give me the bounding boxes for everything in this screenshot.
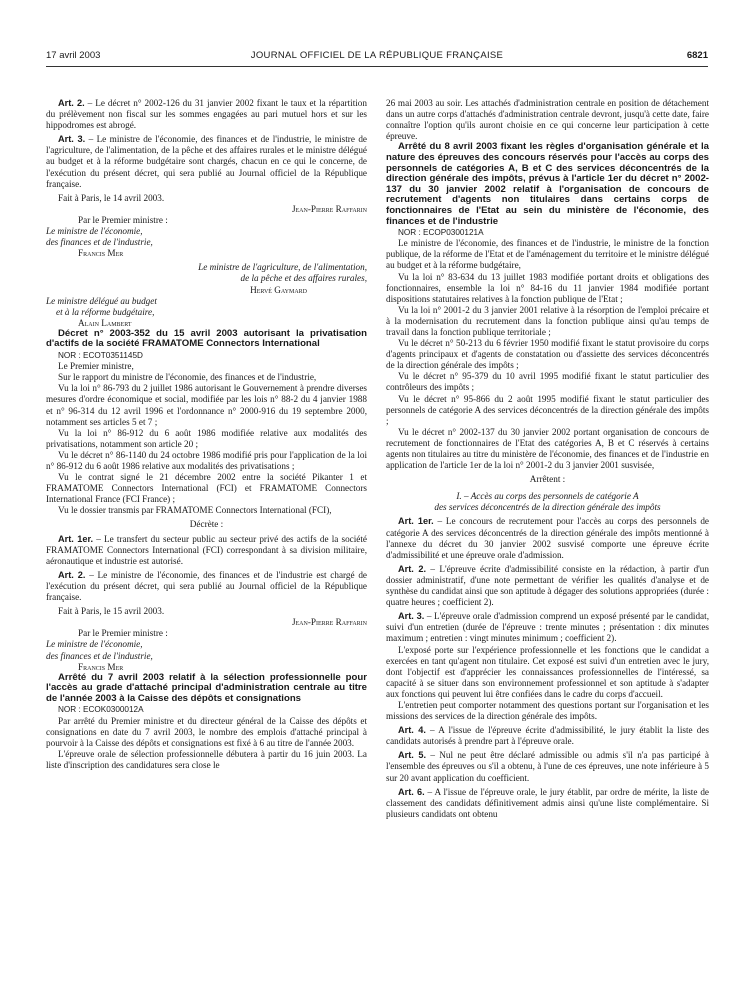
paragraph: Vu le contrat signé le 21 décembre 2002 entre la société Pikanter 1 et FRAMATOME Connectors International (FCI) et FRAMATOME Connectors International France (FCI France) ;	[46, 472, 367, 505]
signature-name: Francis Mer	[78, 248, 124, 259]
signature-line: de la pêche et des affaires rurales,	[240, 273, 367, 284]
article-text: – Le transfert du secteur public au secteur privé des actifs de la société FRAMATOME Connectors International (FCI) correspondant à sa division militaire, aéronautique et industrie est autorisé.	[46, 533, 368, 566]
nor-reference: NOR : ECOT0351145D	[58, 351, 143, 361]
article-label: Art. 1er.	[398, 516, 434, 527]
article-text: – Nul ne peut être déclaré admissible ou admis s'il n'a pas participé à l'ensemble des épreuves ou s'il a obtenu, à l'une de ces épreuves, une note inférieure à 5 sur 20 avant application du coefficient.	[386, 750, 709, 783]
paragraph: Vu le décret n° 50-213 du 6 février 1950 modifié fixant le statut provisoire du corps d'agents principaux et d'agents de constatation ou d'assiette des services déconcentrés de la direction générale des impôts ;	[386, 338, 709, 371]
article-label: Art. 2.	[398, 563, 427, 574]
nor-reference: NOR : ECOK0300012A	[58, 705, 144, 715]
paragraph: Vu la loi n° 83-634 du 13 juillet 1983 modifiée portant droits et obligations des fonctionnaires, ensemble la loi n° 84-16 du 11 janvier 1984 modifiée portant dispositions statutaires relatives à la fonction publique de l'Etat ;	[386, 271, 709, 304]
article-text: – Le décret n° 2002-126 du 31 janvier 2002 fixant le taux et la répartition du prélèvement non fiscal sur les sommes engagées au pari mutuel hors et sur les hippodromes est abrogé.	[46, 98, 367, 131]
signature-line: Le ministre de l'économie,	[46, 226, 143, 237]
article-label: Art. 1er.	[58, 533, 94, 544]
paragraph	[386, 564, 709, 608]
signature-line: Par le Premier ministre :	[78, 628, 168, 639]
article-text: – L'épreuve écrite d'admissibilité consiste en la rédaction, à partir d'un dossier administratif, d'une note permettant de vérifier les qualités d'analyse et de synthèse du candidat ainsi que son aptitude à dégager des solutions appropriées (durée : quatre heures ; coefficient 2).	[386, 563, 709, 608]
arrete-title: Arrêté du 8 avril 2003 fixant les règles d'organisation générale et la nature des épreuves des concours réservés pour l'accès au corps des personnels de catégories A, B et C des services déconcentrés de la direction générale des impôts, prévus à l'article 1er du décret n° 2002-137 du 30 janvier 2002 relatif à l'organisation de concours de recrutement d'agents non titulaires dans certains corps de fonctionnaires de l'Etat au sein du ministère de l'économie, des finances et de l'industrie	[386, 141, 709, 227]
paragraph: L'exposé porte sur l'expérience professionnelle et les fonctions que le candidat a exercées en tant qu'agent non titulaire. Cet exposé est suivi d'un entretien avec le jury, dont l'objectif est d'apprécier les connaissances professionnelles de l'intéressé, sa capacité à se situer dans son environnement professionnel et son aptitude à s'adapter aux fonctions qui peuvent lui être confiées dans le cadre du corps d'accueil.	[386, 644, 709, 699]
signature-line: Par le Premier ministre :	[78, 214, 168, 225]
signature-name: Jean-Pierre Raffarin	[291, 617, 367, 628]
article-label: Art. 3.	[58, 134, 86, 145]
article-label: Art. 4.	[398, 725, 426, 736]
article-text: – L'épreuve orale d'admission comprend un exposé présenté par le candidat, suivi d'un entretien (durée de l'épreuve : trente minutes ; présentation : dix minutes maximum ; entretien : vingt minutes minimum ; coefficient 2).	[386, 611, 709, 644]
signature-line: des finances et de l'industrie,	[46, 237, 153, 248]
paragraph: Vu le décret n° 86-1140 du 24 octobre 1986 modifié pris pour l'application de la loi n° 86-912 du 6 août 1986 relative aux modalités des privatisations ;	[46, 449, 367, 471]
fait-date: Fait à Paris, le 15 avril 2003.	[58, 606, 165, 617]
paragraph: Vu la loi n° 86-793 du 2 juillet 1986 autorisant le Gouvernement à prendre diverses mesures d'ordre économique et social, modifiée par les lois n° 88-2 du 4 janvier 1988 et n° 96-314 du 12 avril 1996 et l'ordonnance n° 2000-916 du 19 septembre 2000, notamment ses articles 5 et 7 ;	[46, 383, 367, 427]
paragraph: Vu le décret n° 95-866 du 2 août 1995 modifié fixant le statut particulier des personnels de catégorie A des services déconcentrés de la direction générale des impôts ;	[386, 393, 709, 426]
paragraph: Vu le décret n° 95-379 du 10 avril 1995 modifié fixant le statut particulier des contrôleurs des impôts ;	[386, 371, 709, 393]
paragraph: Le ministre de l'économie, des finances et de l'industrie, le ministre de la fonction publique, de la réforme de l'Etat et de l'aménagement du territoire et le ministre délégué au budget et à la réforme budgétaire,	[386, 238, 709, 271]
header-page-number: 6821	[686, 50, 708, 61]
decrete-heading: Décrète :	[189, 519, 224, 530]
fait-date: Fait à Paris, le 14 avril 2003.	[58, 192, 165, 203]
arrete-title: Arrêté du 7 avril 2003 relatif à la sélection professionnelle pour l'accès au grade d'attaché principal d'administration centrale au titre de l'année 2003 à la Caisse des dépôts et consignations	[46, 671, 367, 704]
paragraph: Vu la loi n° 86-912 du 6 août 1986 modifiée relative aux modalités des privatisations, notamment son article 20 ;	[46, 427, 367, 449]
header-rule	[46, 66, 708, 67]
paragraph: Vu le dossier transmis par FRAMATOME Connectors International (FCI),	[58, 505, 332, 516]
paragraph	[46, 134, 367, 189]
signature-name: Alain Lambert	[78, 317, 132, 328]
article-text: – A l'issue de l'épreuve écrite d'admissibilité, le jury établit la liste des candidats autorisés à prendre part à l'épreuve orale.	[386, 725, 709, 747]
article-label: Art. 2.	[58, 98, 85, 108]
article-text: – Le ministre de l'économie, des finances et de l'industrie est chargé de l'exécution du présent décret, qui sera publié au Journal officiel de la République française.	[46, 569, 367, 603]
article-label: Art. 5.	[398, 750, 427, 761]
paragraph: Vu le décret n° 2002-137 du 30 janvier 2002 portant organisation de concours de recrutement de fonctionnaires de l'Etat des catégories A, B et C réservés à certains agents non titulaires au titre du ministère de l'économie, des finances et de l'industrie en application de l'article 1er de la loi n° 2001-2 du 3 janvier 2001 susvisée,	[386, 426, 709, 471]
section-heading: I. – Accès au corps des personnels de catégorie A	[456, 491, 639, 502]
paragraph	[46, 534, 367, 567]
article-label: Art. 6.	[398, 786, 425, 797]
paragraph: Sur le rapport du ministre de l'économie, des finances et de l'industrie,	[58, 372, 317, 383]
nor-reference: NOR : ECOP0300121A	[398, 228, 484, 238]
paragraph	[46, 570, 367, 603]
signature-line: Le ministre de l'agriculture, de l'alimentation,	[198, 262, 367, 273]
article-text: – A l'issue de l'épreuve orale, le jury établit, par ordre de mérite, la liste de classement des candidats définitivement admis ainsi qu'une liste complémentaire. Si plusieurs candidats ont obtenu	[386, 786, 709, 819]
section-heading: des services déconcentrés de la direction générale des impôts	[434, 502, 661, 513]
paragraph	[46, 98, 367, 131]
signature-name: Francis Mer	[78, 661, 124, 672]
signature-line: Le ministre de l'économie,	[46, 639, 143, 650]
right-column	[386, 98, 709, 820]
paragraph: Par arrêté du Premier ministre et du directeur général de la Caisse des dépôts et consignations en date du 7 avril 2003, le nombre des emplois d'attaché principal à pourvoir à la Caisse des dépôts et consignations est fixé à 6 au titre de l'année 2003.	[46, 715, 367, 748]
paragraph	[386, 750, 709, 783]
signature-line: Le ministre délégué au budget	[46, 295, 157, 306]
paragraph	[386, 725, 709, 747]
signature-name: Jean-Pierre Raffarin	[291, 203, 367, 214]
decree-title: Décret n° 2003-352 du 15 avril 2003 autorisant la privatisation d'actifs de la société FRAMATOME Connectors International	[46, 327, 367, 350]
article-text: – Le ministre de l'économie, des finances et de l'industrie, le ministre de l'agriculture, de l'alimentation, de la pêche et des affaires rurales et le ministre délégué au budget et à la réforme budgétaire sont chargés, chacun en ce qui le concerne, de l'exécution du présent décret, qui sera publié au Journal officiel de la République française.	[46, 134, 367, 189]
signature-line: des finances et de l'industrie,	[46, 650, 153, 661]
paragraph: Le Premier ministre,	[58, 361, 134, 372]
paragraph	[386, 787, 709, 820]
left-column	[46, 98, 367, 771]
signature-line: et à la réforme budgétaire,	[56, 306, 155, 317]
paragraph	[386, 516, 709, 560]
article-text: – Le concours de recrutement pour l'accès au corps des personnels de catégorie A des services déconcentrés de la direction générale des impôts mentionné à l'annexe du décret du 30 janvier 2002 susvisé comporte une épreuve écrite d'admissibilité et une épreuve orale d'admission.	[386, 516, 709, 560]
arretent-heading: Arrêtent :	[529, 474, 566, 485]
paragraph: L'entretien peut comporter notamment des questions portant sur l'organisation et les missions des services de la direction générale des impôts.	[386, 699, 709, 722]
paragraph: L'épreuve orale de sélection professionnelle débutera à partir du 16 juin 2003. La liste d'inscription des candidatures sera close le	[46, 748, 367, 770]
article-label: Art. 2.	[58, 569, 86, 580]
header-journal-title: JOURNAL OFFICIEL DE LA RÉPUBLIQUE FRANÇAISE	[250, 50, 504, 61]
paragraph: 26 mai 2003 au soir. Les attachés d'administration centrale en position de détachement dans un autre corps d'attachés d'administration centrale devront, jusqu'à cette date, faire connaître l'option qu'ils auront choisie en ce qui concerne leur participation à cette épreuve.	[386, 98, 709, 142]
paragraph: Vu la loi n° 2001-2 du 3 janvier 2001 relative à la résorption de l'emploi précaire et à la modernisation du recrutement dans la fonction publique ainsi qu'au temps de travail dans la fonction publique territoriale ;	[386, 304, 709, 337]
header-date: 17 avril 2003	[46, 50, 101, 61]
signature-name: Hervé Gaymard	[250, 284, 307, 295]
paragraph	[386, 611, 709, 644]
article-label: Art. 3.	[398, 611, 425, 622]
